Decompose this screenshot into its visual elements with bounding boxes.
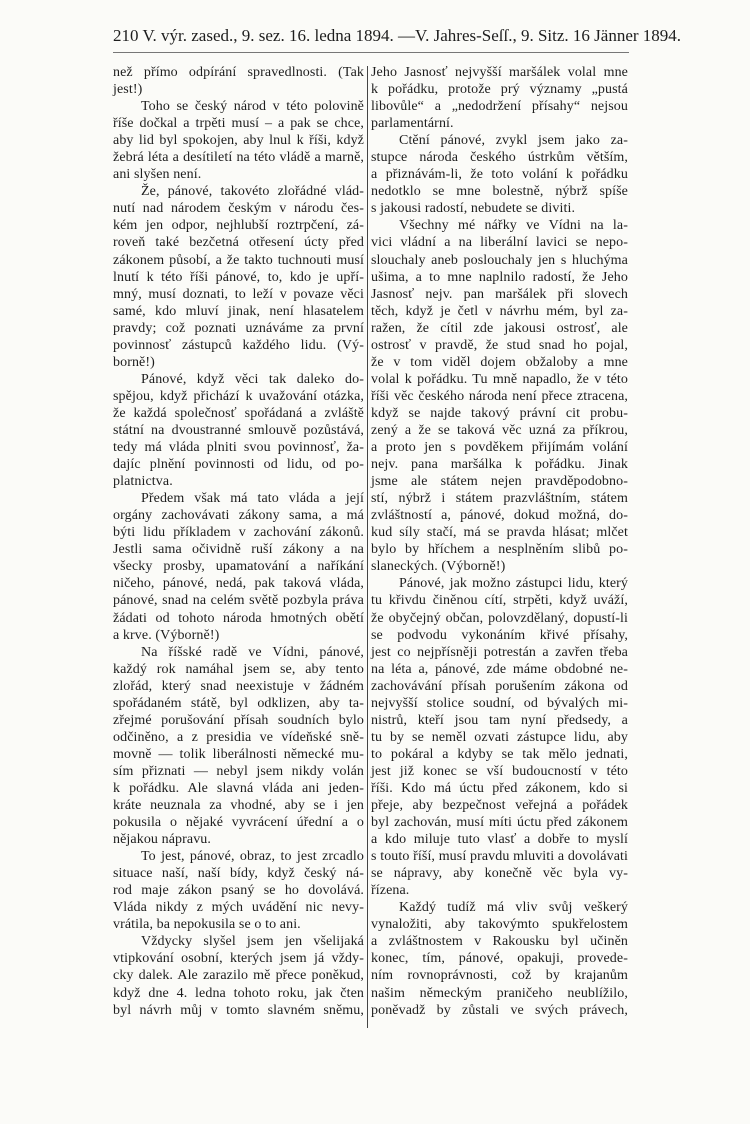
text-line: dajíc plnění povinnosti od lidu, od po- — [113, 457, 364, 473]
text-line: zřejmé porušování přísah soudních bylo — [113, 712, 364, 728]
text-line: konec, tím, pánové, opakuji, provede- — [371, 951, 628, 967]
text-line: vynaložiti, aby takovýmto spukřelostem — [371, 917, 628, 933]
text-line: kráte neuznala za vhodné, aby se i jen — [113, 798, 364, 814]
text-line: nedotklo se mne bolestně, nýbrž spíše — [371, 184, 628, 200]
paragraph — [371, 217, 628, 575]
text-line: slaneckých. (Výborně!) — [371, 559, 506, 575]
page-number: 210 — [113, 26, 139, 45]
text-line: nějakou nápravu. — [113, 832, 212, 848]
left-column — [113, 64, 364, 1019]
text-line: zákonem působí, a že takto tuchnouti musí — [113, 252, 364, 268]
text-line: jsme ale státem nejen pravděpodobno- — [371, 474, 628, 490]
text-line: Pánové, jak možno zástupci lidu, který — [399, 576, 628, 592]
text-line: říše dočkal a trpěti musí – a pak se chce, — [113, 116, 364, 132]
text-line: k pořádku. Ale slavná vláda ani jeden- — [113, 780, 364, 796]
text-line: parlamentární. — [371, 116, 454, 132]
text-line: žebrá léta a desítiletí na této vládě a marně, — [113, 150, 364, 166]
text-line: cky dalek. Ale zarazilo mě přece poněkud, — [113, 968, 364, 984]
text-line: k pořádku, protože prý významy „pustá — [371, 82, 628, 98]
text-line: na léta a, pánové, zde máme obdobné ne- — [371, 661, 628, 677]
text-line: jest co nejpřísněji potrestán a zavřen třeba — [371, 644, 628, 660]
running-header — [113, 26, 682, 48]
text-line: Toho se český národ v této polovině — [141, 99, 364, 115]
text-line: Předem však má tato vláda a její — [141, 491, 364, 507]
header-rule — [113, 52, 629, 53]
text-line: pánové, snad na celém světě pozbyla práva — [113, 593, 364, 609]
text-line: stí, nýbrž i státem prazvláštním, státem — [371, 491, 628, 507]
paragraph — [371, 132, 628, 217]
text-line: mný, musí doznati, to leží v povaze věci — [113, 286, 364, 302]
text-line: státní na dvoustranné smlouvě pozůstává, — [113, 422, 364, 438]
text-line: kud síly stačí, má se pravda hlásat; mlčet — [371, 525, 628, 541]
text-line: nejvyšší stolice soudní, od bývalých mi- — [371, 695, 628, 711]
text-line: kém jen odpor, nejhlubší roztrpčení, zá- — [113, 218, 364, 234]
text-line: když dne 4. ledna tohoto roku, jak čten — [113, 985, 364, 1001]
paragraph — [371, 64, 628, 132]
text-line: jest!) — [113, 82, 143, 98]
text-line: byl návrh můj v tomto slavném sněmu, — [113, 1002, 364, 1018]
text-line: orgány zachovávati zákony sama, a má — [113, 508, 364, 524]
paragraph — [113, 490, 364, 643]
text-line: zvláštností a, pánové, dokud možná, do- — [371, 508, 628, 524]
text-line: platnictva. — [113, 474, 173, 490]
text-line: že v tom viděl dojem obžaloby a mne — [371, 354, 628, 370]
paragraph — [113, 371, 364, 490]
paragraph — [113, 64, 364, 98]
text-line: se nápravy, aby konečně věc byla vy- — [371, 866, 628, 882]
text-line: situace naší, naší bídy, když český ná- — [113, 866, 364, 882]
text-line: a krve. (Výborně!) — [113, 627, 220, 643]
paragraph — [371, 575, 628, 899]
text-line: všecky prosby, upamatování a naříkání — [113, 559, 364, 575]
text-line: řízena. — [371, 883, 410, 899]
text-line: s touto říší, musí pravdu mluviti a dovolávati — [371, 849, 628, 865]
text-line: nutí nad národem českým v národu čes- — [113, 201, 364, 217]
text-line: Ctění pánové, zvykl jsem jako za- — [399, 133, 628, 149]
text-line: říši věc českého národa není přece ztracena, — [371, 388, 628, 404]
text-line: povinnosť zástupců každého lidu. (Vý- — [113, 337, 364, 353]
text-line: žádati od tohoto národa hmotných obětí — [113, 610, 364, 626]
text-line: nistrů, kteří jsou tam nyní předsedy, a — [371, 712, 628, 728]
czech-session-info: V. výr. zased., 9. sez. 16. ledna 1894. — — [142, 26, 416, 45]
text-line: To jest, pánové, obraz, to jest zrcadlo — [141, 849, 364, 865]
paragraph — [113, 848, 364, 933]
text-line: aby lid byl spokojen, aby lnul k říši, když — [113, 133, 364, 149]
text-line: ním rovnoprávnosti, což by krajanům — [371, 968, 628, 984]
text-line: Vláda nikdy z mých uvádění nic nevy- — [113, 900, 364, 916]
text-line: tu by se neměl ozvati zástupce lidu, aby — [371, 729, 628, 745]
text-line: Na říšské radě ve Vídni, pánové, — [141, 644, 364, 660]
text-line: borně!) — [113, 354, 155, 370]
text-line: lnutí k této říši pánové, to, kdo je upří- — [113, 269, 364, 285]
right-column — [371, 64, 628, 1019]
text-line: Jestli sama očividně ruší zákony a na — [113, 542, 364, 558]
text-line: vrátila, ba nepokusila se o to ani. — [113, 917, 301, 933]
text-line: býti lidu příkladem v zachování zákonů. — [113, 525, 364, 541]
text-line: a přiznávám-li, že toto volání k pořádku — [371, 167, 628, 183]
text-line: libovůle“ a „nedodržení přísahy“ nejsou — [371, 99, 628, 115]
text-line: rod maje zákon psaný se ho dovolává. — [113, 883, 364, 899]
text-line: sím přiznati — nebyl jsem nikdy volán — [113, 763, 364, 779]
text-line: zený a že se taková věc uzná za příkrou, — [371, 422, 628, 438]
column-divider — [367, 66, 368, 1028]
paragraph — [113, 183, 364, 371]
text-line: movně — tolik liberálnosti německé mu- — [113, 746, 364, 762]
text-line: pokusila o nějaké vyvrácení úřední a o — [113, 815, 364, 831]
text-line: tu křivdu činěnou cítí, strpěti, když uváží, — [371, 593, 628, 609]
text-line: vtipkování osobní, kterých jsem já vždy- — [113, 951, 364, 967]
text-line: těch, když je četl v návrhu mém, byl za- — [371, 303, 628, 319]
text-line: vici vládní a na liberální lavici se nepo- — [371, 235, 628, 251]
text-line: říši. Kdo má úctu před zákonem, kdo si — [371, 780, 628, 796]
text-line: zlořád, který snad neexistuje v žádném — [113, 678, 364, 694]
text-line: pravdy; což poznati uznáváme za první — [113, 320, 364, 336]
text-line: byl zachován, musí míti úctu před zákonem — [371, 815, 628, 831]
text-line: Že, pánové, takovéto zlořádné vlád- — [141, 184, 364, 200]
text-line: ani slyšen není. — [113, 167, 202, 183]
text-line: tedy má vláda plniti svou povinnosť, ža- — [113, 440, 364, 456]
text-line: zachovávání přísah porušením zákona od — [371, 678, 628, 694]
text-line: přeje, aby bezpečnost veřejná a pořádek — [371, 798, 628, 814]
text-line: a proto jen s povděkem přijímám volání — [371, 440, 628, 456]
text-line: poněvadž by zůstali ve svých právech, — [371, 1002, 628, 1018]
text-line: ostrosť v pravdě, že stud snad ho pojal, — [371, 337, 628, 353]
text-line: to pokáral a kdyby se tak mělo jednati, — [371, 746, 628, 762]
text-line: našim německým praničeho neublížilo, — [371, 985, 628, 1001]
text-line: se podvodu vykonáním křivé přísahy, — [371, 627, 628, 643]
text-line: ušima, a to mne naplnilo radostí, že Jeho — [371, 269, 628, 285]
text-line: a kdo miluje tuto vlasť a dobře to myslí — [371, 832, 628, 848]
text-line: s jakousi radostí, nebudete se diviti. — [371, 201, 576, 217]
text-line: Pánové, když věci tak daleko do- — [141, 371, 364, 387]
text-line: Každý tudíž má vliv svůj veškerý — [399, 900, 628, 916]
text-line: Vždycky slyšel jsem jen všelijaká — [141, 934, 364, 950]
text-line: Všechny mé nářky ve Vídni na la- — [399, 218, 628, 234]
page-number-and-czech-session — [113, 26, 415, 46]
german-session-info: V. Jahres-Seſſ., 9. Sitz. 16 Jänner 1894. — [415, 26, 682, 45]
text-line: každý rok namáhal jsem se, aby tento — [113, 661, 364, 677]
text-line: že každá společnosť spořádaná a zvláště — [113, 405, 364, 421]
text-line: volal k pořádku. Tu mně napadlo, že v této — [371, 371, 628, 387]
text-line: odčiněno, a z presidia ve vídeňské sně- — [113, 729, 364, 745]
text-line: ražen, že cítil zde jakousi ostrosť, ale — [371, 320, 628, 336]
text-line: samé, kdo mluví jinak, není hlasatelem — [113, 303, 364, 319]
text-line: stupce národa českého ústrkům větším, — [371, 150, 628, 166]
text-line: roveň také bezčetná otřesení úcty před — [113, 235, 364, 251]
text-line: slouchaly aneb poslouchaly jen s hluchýma — [371, 252, 628, 268]
text-line: a zvláštnostem v Rakousku byl učiněn — [371, 934, 628, 950]
text-line: Jasnosť nejv. pan maršálek při slovech — [371, 286, 628, 302]
paragraph — [113, 644, 364, 849]
text-line: ničeho, pánové, nedá, pak taková vláda, — [113, 576, 364, 592]
text-line: Jeho Jasnosť nejvyšší maršálek volal mne — [371, 65, 628, 80]
paragraph — [113, 98, 364, 183]
text-line: spějou, když přichází k uvažování otázka, — [113, 388, 364, 404]
paragraph — [113, 933, 364, 1018]
text-line: jest již konec se vší budoucností v této — [371, 763, 628, 779]
text-line: spořádaném státě, byl odklizen, aby ta- — [113, 695, 364, 711]
text-line: bylo by hříchem a nesplněním slibů po- — [371, 542, 628, 558]
text-line: že obyčejný občan, polovzdělaný, dopustí-li — [371, 610, 628, 626]
paragraph — [371, 899, 628, 1018]
text-line: než přímo odpírání spravedlnosti. (Tak — [113, 65, 364, 80]
text-line: nejv. pana maršálka k pořádku. Jinak — [371, 457, 628, 473]
text-line: když se najde takový právní cit probu- — [371, 405, 628, 421]
